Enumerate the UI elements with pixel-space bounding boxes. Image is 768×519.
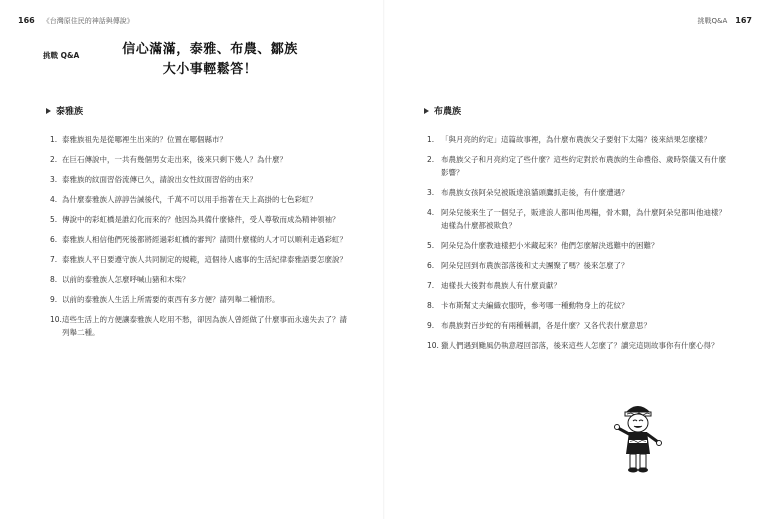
- question-text: 泰雅族人相信他們死後都將經過彩虹橋的審判？請問什麼樣的人才可以順利走過彩虹？: [62, 235, 347, 244]
- section-heading-atayal: [46, 104, 83, 117]
- right-running-title: 挑戰Q&A: [697, 17, 728, 25]
- question-text: 布農族對百步蛇的有兩種稱謂，各是什麼？又各代表什麼意思？: [441, 321, 651, 330]
- question-number: 5.: [50, 215, 58, 224]
- right-triangle-icon: [424, 108, 429, 114]
- question-text: 布農族女孩阿朵兒被販達浪貓頭鷹抓走後，有什麼遭遇？: [441, 188, 629, 197]
- left-running-title: 《台灣原住民的神話與傳說》: [42, 17, 134, 25]
- question-item: [427, 153, 727, 179]
- question-item: [50, 253, 350, 266]
- title-line-2: 大小事輕鬆答！: [162, 62, 258, 77]
- question-text: 阿朵兒回到布農族部落後和丈夫團聚了嗎？後來怎麼了？: [441, 261, 629, 270]
- question-item: [427, 259, 727, 272]
- question-item: [427, 299, 727, 312]
- question-item: [50, 273, 350, 286]
- question-text: 「與月亮的約定」這篇故事裡，為什麼布農族父子要射下太陽？後來結果怎麼樣？: [441, 135, 711, 144]
- question-number: 6.: [50, 235, 58, 244]
- question-number: 10.: [50, 315, 62, 324]
- left-page-header: [18, 16, 134, 26]
- question-number: 2.: [50, 155, 58, 164]
- question-number: 9.: [50, 295, 58, 304]
- character-illustration: [612, 396, 664, 476]
- question-item: [427, 206, 727, 232]
- question-text: 卡布斯幫丈夫編織衣服時，參考哪一種動物身上的花紋？: [441, 301, 629, 310]
- question-number: 6.: [427, 261, 435, 270]
- question-number: 4.: [427, 208, 435, 217]
- title-line-1: 信心滿滿，泰雅、布農、鄒族: [122, 42, 298, 57]
- question-text: 為什麼泰雅族人諄諄告誡後代，千萬不可以用手指著在天上高掛的七色彩虹？: [62, 195, 317, 204]
- question-item: [50, 233, 350, 246]
- question-item: [427, 186, 727, 199]
- question-item: [50, 293, 350, 306]
- question-item: [50, 153, 350, 166]
- question-item: [50, 213, 350, 226]
- question-text: 這些生活上的方便讓泰雅族人吃用不愁，卻因為族人曾經做了什麼事而永遠失去了？請列舉二種。: [62, 315, 347, 337]
- question-item: [427, 319, 727, 332]
- question-number: 7.: [50, 255, 58, 264]
- right-triangle-icon: [46, 108, 51, 114]
- question-text: 傳說中的彩虹橋是誰幻化而來的？他因為具備什麼條件，受人尊敬而成為精神領袖？: [62, 215, 340, 224]
- question-text: 布農族父子和月亮約定了些什麼？這些約定對於布農族的生命禮俗、歲時祭儀又有什麼影響？: [441, 155, 726, 177]
- left-page-number: 166: [18, 16, 35, 25]
- question-number: 2.: [427, 155, 435, 164]
- question-number: 5.: [427, 241, 435, 250]
- question-number: 1.: [427, 135, 435, 144]
- question-text: 獵人們遇到颱風仍執意趕回部落，後來這些人怎麼了？讀完這則故事你有什麼心得？: [441, 341, 719, 350]
- question-number: 8.: [427, 301, 435, 310]
- question-number: 8.: [50, 275, 58, 284]
- question-item: [50, 313, 350, 339]
- question-text: 泰雅族的紋面習俗流傳已久，請說出女性紋面習俗的由來？: [62, 175, 257, 184]
- page-gutter: [383, 0, 385, 519]
- question-item: [50, 193, 350, 206]
- question-item: [427, 279, 727, 292]
- question-item: [50, 133, 350, 146]
- right-page-number: 167: [735, 16, 752, 25]
- question-number: 1.: [50, 135, 58, 144]
- section-heading-label: 泰雅族: [56, 107, 84, 117]
- question-text: 以前的泰雅族人怎麼呼喊山豬和木柴？: [62, 275, 190, 284]
- question-item: [50, 173, 350, 186]
- question-text: 阿朵兒後來生了一個兒子，販達浪人都叫他馬糧，骨木爾，為什麼阿朵兒都叫他迪樣？迪樣為什麼都被欺負？: [441, 208, 726, 230]
- qa-label: 挑戰 Q&A: [43, 51, 80, 60]
- question-number: 10.: [427, 341, 439, 350]
- question-list-atayal: [50, 133, 350, 346]
- question-number: 3.: [50, 175, 58, 184]
- question-number: 4.: [50, 195, 58, 204]
- question-number: 9.: [427, 321, 435, 330]
- section-heading-bunun: [424, 104, 461, 117]
- question-item: [427, 239, 727, 252]
- section-heading-label: 布農族: [434, 107, 462, 117]
- question-number: 3.: [427, 188, 435, 197]
- question-item: [427, 133, 727, 146]
- page-title: [105, 40, 315, 80]
- question-number: 7.: [427, 281, 435, 290]
- question-item: [427, 339, 727, 352]
- question-text: 泰雅族祖先是從哪裡生出來的？位置在哪個縣市？: [62, 135, 227, 144]
- question-text: 迪樣長大後對布農族人有什麼貢獻？: [441, 281, 561, 290]
- question-text: 泰雅族人平日要遵守族人共同制定的規範，這個待人處事的生活紀律泰雅語要怎麼說？: [62, 255, 347, 264]
- question-list-bunun: [427, 133, 727, 359]
- right-page-header: [698, 16, 752, 26]
- question-text: 阿朵兒為什麼教迪樣把小米藏起來？他們怎麼解決逃難中的困難？: [441, 241, 659, 250]
- question-text: 以前的泰雅族人生活上所需要的東西有多方便？請列舉二種情形。: [62, 295, 280, 304]
- question-text: 在巨石傳說中，一共有幾個男女走出來，後來只剩下幾人？為什麼？: [62, 155, 287, 164]
